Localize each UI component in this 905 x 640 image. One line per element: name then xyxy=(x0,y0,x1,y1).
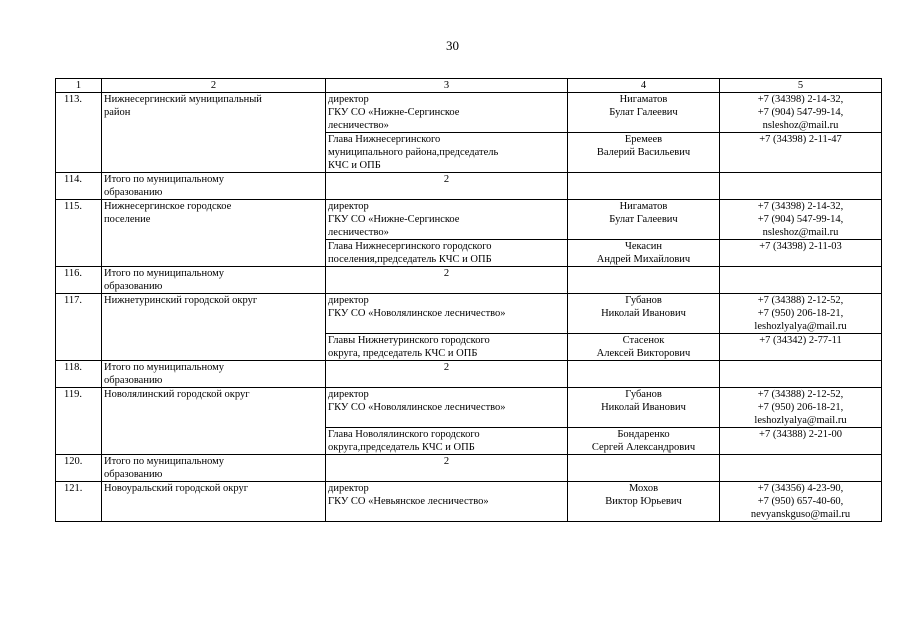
cell-line: Мохов xyxy=(628,483,659,494)
cell-line: Валерий Васильевич xyxy=(596,147,691,158)
cell-line: Итого по муниципальному xyxy=(104,268,225,279)
cell-line: Нижнесергинский муниципальный xyxy=(104,94,262,105)
cell-line: Нижнетуринский городской округ xyxy=(104,295,258,306)
cell-line: ГКУ СО «Нижне-Сергинское xyxy=(328,214,460,225)
cell-line: директор xyxy=(328,94,369,105)
official-name xyxy=(568,334,720,361)
cell-line: Глава Нижнесергинского xyxy=(328,134,441,145)
cell-line: округа, председатель КЧС и ОПБ xyxy=(328,348,478,359)
cell-line: Глава Новолялинского городского xyxy=(328,429,480,440)
column-number-5: 5 xyxy=(720,79,882,93)
municipality-name xyxy=(102,455,326,482)
cell-line: +7 (34388) 2-12-52, xyxy=(757,295,844,306)
official-position xyxy=(326,133,568,173)
table-header-row xyxy=(56,79,882,93)
official-name xyxy=(568,240,720,267)
cell-line: +7 (34398) 2-14-32, xyxy=(757,201,844,212)
table-row-total xyxy=(56,455,882,482)
cell-line: Чекасин xyxy=(625,241,662,252)
cell-line: +7 (34356) 4-23-90, xyxy=(757,483,844,494)
total-value: 2 xyxy=(326,455,568,482)
cell-line: поселение xyxy=(104,214,151,225)
row-number: 115. xyxy=(56,200,102,267)
cell-line: Новолялинский городской округ xyxy=(104,389,250,400)
municipality-name xyxy=(102,361,326,388)
cell-line: Виктор Юрьевич xyxy=(605,496,682,507)
cell-line: Булат Галеевич xyxy=(609,214,678,225)
empty-cell xyxy=(720,361,882,388)
empty-cell xyxy=(568,361,720,388)
column-number-2: 2 xyxy=(102,79,326,93)
cell-line: +7 (34398) 2-11-47 xyxy=(759,134,842,145)
cell-line: поселения,председатель КЧС и ОПБ xyxy=(328,254,492,265)
municipality-name xyxy=(102,294,326,361)
official-position xyxy=(326,294,568,334)
cell-line: директор xyxy=(328,295,369,306)
cell-line: директор xyxy=(328,483,369,494)
official-name xyxy=(568,482,720,522)
cell-line: образованию xyxy=(104,187,163,198)
cell-line: Бондаренко xyxy=(617,429,670,440)
cell-line: +7 (34398) 2-14-32, xyxy=(757,94,844,105)
cell-line: лесничество» xyxy=(328,120,389,131)
table-row-total xyxy=(56,267,882,294)
column-number-4: 4 xyxy=(568,79,720,93)
official-position xyxy=(326,428,568,455)
page-number: 30 xyxy=(446,38,459,53)
empty-cell xyxy=(720,173,882,200)
empty-cell xyxy=(568,455,720,482)
cell-line: Сергей Александрович xyxy=(591,442,696,453)
official-name xyxy=(568,294,720,334)
cell-line: +7 (34342) 2-77-11 xyxy=(759,335,842,346)
cell-line: образованию xyxy=(104,375,163,386)
empty-cell xyxy=(720,455,882,482)
contacts-table xyxy=(55,78,882,522)
official-name xyxy=(568,93,720,133)
cell-line: leshozlyalya@mail.ru xyxy=(754,321,847,332)
cell-line: +7 (34388) 2-12-52, xyxy=(757,389,844,400)
row-number: 117. xyxy=(56,294,102,361)
cell-line: Стасенок xyxy=(622,335,665,346)
contact-phone xyxy=(720,240,882,267)
cell-line: ГКУ СО «Нижне-Сергинское xyxy=(328,107,460,118)
cell-line: Главы Нижнетуринского городского xyxy=(328,335,490,346)
municipality-name xyxy=(102,388,326,455)
contact-phone xyxy=(720,93,882,133)
cell-line: Новоуральский городской округ xyxy=(104,483,249,494)
empty-cell xyxy=(568,267,720,294)
official-name xyxy=(568,428,720,455)
cell-line: nevyanskguso@mail.ru xyxy=(750,509,851,520)
cell-line: директор xyxy=(328,201,369,212)
official-position xyxy=(326,482,568,522)
official-position xyxy=(326,334,568,361)
cell-line: nsleshoz@mail.ru xyxy=(762,227,839,238)
cell-line: Глава Нижнесергинского городского xyxy=(328,241,492,252)
cell-line: leshozlyalya@mail.ru xyxy=(754,415,847,426)
cell-line: Еремеев xyxy=(624,134,663,145)
cell-line: Губанов xyxy=(625,389,662,400)
cell-line: Николай Иванович xyxy=(601,402,686,413)
official-position xyxy=(326,93,568,133)
cell-line: Андрей Михайлович xyxy=(596,254,691,265)
cell-line: +7 (950) 206-18-21, xyxy=(757,402,844,413)
contact-phone xyxy=(720,200,882,240)
cell-line: +7 (904) 547-99-14, xyxy=(757,214,844,225)
cell-line: +7 (950) 206-18-21, xyxy=(757,308,844,319)
table-row xyxy=(56,388,882,428)
cell-line: ГКУ СО «Невьянское лесничество» xyxy=(328,496,489,507)
cell-line: образованию xyxy=(104,281,163,292)
row-number: 120. xyxy=(56,455,102,482)
row-number: 114. xyxy=(56,173,102,200)
official-position xyxy=(326,200,568,240)
total-value: 2 xyxy=(326,267,568,294)
table-row xyxy=(56,294,882,334)
municipality-name xyxy=(102,173,326,200)
cell-line: Николай Иванович xyxy=(601,308,686,319)
official-name xyxy=(568,388,720,428)
cell-line: округа,председатель КЧС и ОПБ xyxy=(328,442,475,453)
cell-line: ГКУ СО «Новолялинское лесничество» xyxy=(328,308,506,319)
cell-line: Итого по муниципальному xyxy=(104,362,225,373)
total-value: 2 xyxy=(326,173,568,200)
empty-cell xyxy=(568,173,720,200)
column-number-1: 1 xyxy=(56,79,102,93)
cell-line: Булат Галеевич xyxy=(609,107,678,118)
cell-line: nsleshoz@mail.ru xyxy=(762,120,839,131)
cell-line: район xyxy=(104,107,131,118)
row-number: 121. xyxy=(56,482,102,522)
row-number: 116. xyxy=(56,267,102,294)
total-value: 2 xyxy=(326,361,568,388)
official-name xyxy=(568,133,720,173)
official-position xyxy=(326,388,568,428)
cell-line: +7 (904) 547-99-14, xyxy=(757,107,844,118)
cell-line: +7 (34398) 2-11-03 xyxy=(759,241,842,252)
table-row-total xyxy=(56,361,882,388)
cell-line: лесничество» xyxy=(328,227,389,238)
contact-phone xyxy=(720,294,882,334)
row-number: 118. xyxy=(56,361,102,388)
contact-phone xyxy=(720,133,882,173)
cell-line: директор xyxy=(328,389,369,400)
contact-phone xyxy=(720,428,882,455)
cell-line: ГКУ СО «Новолялинское лесничество» xyxy=(328,402,506,413)
cell-line: муниципального района,председатель xyxy=(328,147,499,158)
cell-line: Губанов xyxy=(625,295,662,306)
row-number: 113. xyxy=(56,93,102,173)
official-position xyxy=(326,240,568,267)
empty-cell xyxy=(720,267,882,294)
cell-line: Итого по муниципальному xyxy=(104,456,225,467)
table-row-total xyxy=(56,173,882,200)
cell-line: Нигаматов xyxy=(619,201,668,212)
cell-line: Нижнесергинское городское xyxy=(104,201,232,212)
table-row xyxy=(56,482,882,522)
cell-line: Алексей Викторович xyxy=(596,348,691,359)
municipality-name xyxy=(102,482,326,522)
cell-line: +7 (34388) 2-21-00 xyxy=(759,429,842,440)
table-row xyxy=(56,93,882,133)
municipality-name xyxy=(102,267,326,294)
cell-line: КЧС и ОПБ xyxy=(328,160,381,171)
cell-line: образованию xyxy=(104,469,163,480)
contact-phone xyxy=(720,482,882,522)
cell-line: Нигаматов xyxy=(619,94,668,105)
cell-line: Итого по муниципальному xyxy=(104,174,225,185)
column-number-3: 3 xyxy=(326,79,568,93)
municipality-name xyxy=(102,200,326,267)
table-row xyxy=(56,200,882,240)
contact-phone xyxy=(720,334,882,361)
row-number: 119. xyxy=(56,388,102,455)
cell-line: +7 (950) 657-40-60, xyxy=(757,496,844,507)
official-name xyxy=(568,200,720,240)
municipality-name xyxy=(102,93,326,173)
contact-phone xyxy=(720,388,882,428)
